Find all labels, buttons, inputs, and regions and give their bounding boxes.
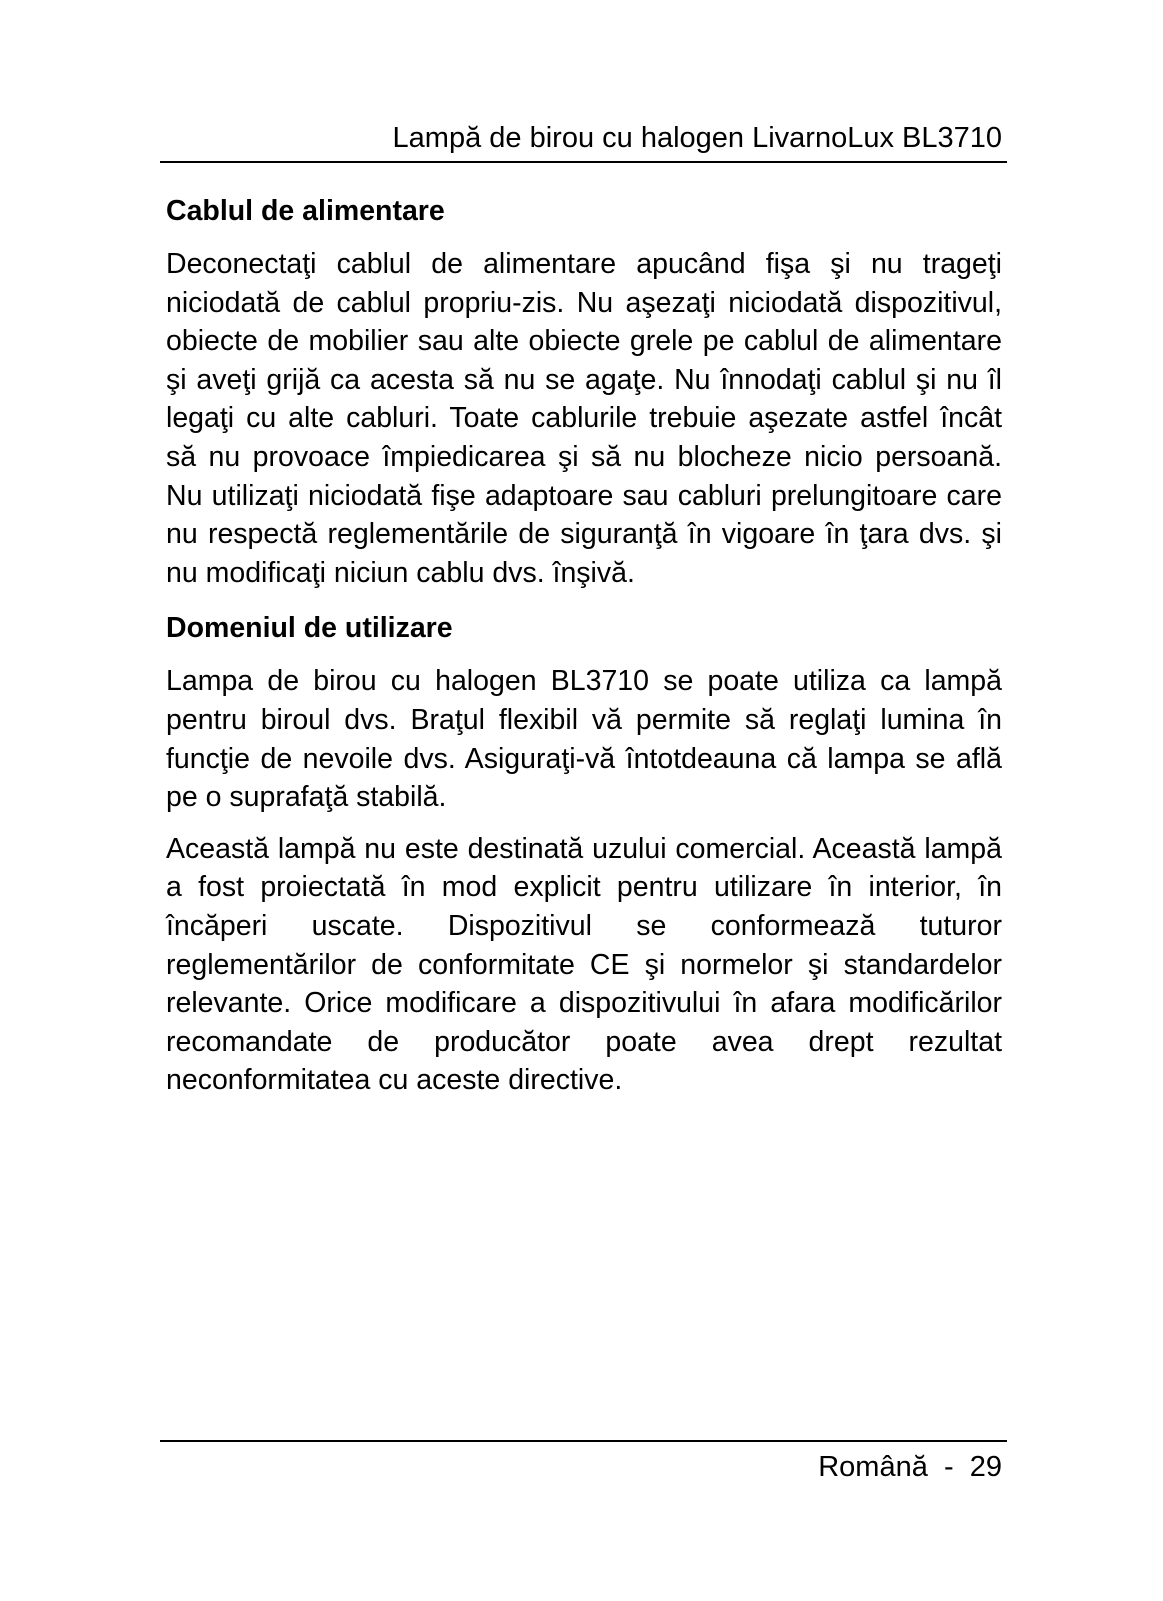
page-footer-label: Română - 29 — [818, 1451, 1002, 1483]
header-divider — [160, 161, 1007, 163]
section-heading: Cablul de alimentare — [166, 195, 445, 227]
section-intended-use — [166, 608, 1002, 1100]
body-paragraph: Această lampă nu este destinată uzului comercial. Această lampă a fost proiectată în mod explicit pentru utilizare în interior, în încăperi uscate. Dispozitivul se conformează tuturor reglementărilor de conformitate CE şi normelor şi standardelor relevante. Orice modificare a dispozitivului în afara modificărilor recomandate de producător poate avea drept rezultat neconformitatea cu aceste directive. — [166, 832, 1002, 1097]
body-paragraph: Lampa de birou cu halogen BL3710 se poate utiliza ca lampă pentru biroul dvs. Braţul flexibil vă permite să reglaţi lumina în funcţie de nevoile dvs. Asiguraţi-vă întotdeauna că lampa se află pe o suprafaţă stabilă. — [166, 665, 1002, 814]
page-header-title: Lampă de birou cu halogen LivarnoLux BL3710 — [392, 122, 1002, 154]
body-paragraph: Deconectaţi cablul de alimentare apucând fişa şi nu trageţi niciodată de cablul propriu-zis. Nu aşezaţi niciodată dispozitivul, obiecte de mobilier sau alte obiecte grele pe cablul de alimentare şi aveţi grijă ca acesta să nu se agaţe. Nu înnodaţi cablul şi nu îl legaţi cu alte cabluri. Toate cablurile trebuie aşezate astfel încât să nu provoace împiedicarea şi să nu blocheze nicio persoană. Nu utilizaţi niciodată fişe adaptoare sau cabluri prelungitoare care nu respectă reglementările de siguranţă în vigoare în ţara dvs. şi nu modificaţi niciun cablu dvs. înşivă. — [166, 248, 1002, 589]
footer-divider — [160, 1440, 1007, 1442]
page-body — [166, 191, 1002, 1113]
section-heading: Domeniul de utilizare — [166, 612, 453, 645]
section-power-cable — [166, 191, 1002, 592]
